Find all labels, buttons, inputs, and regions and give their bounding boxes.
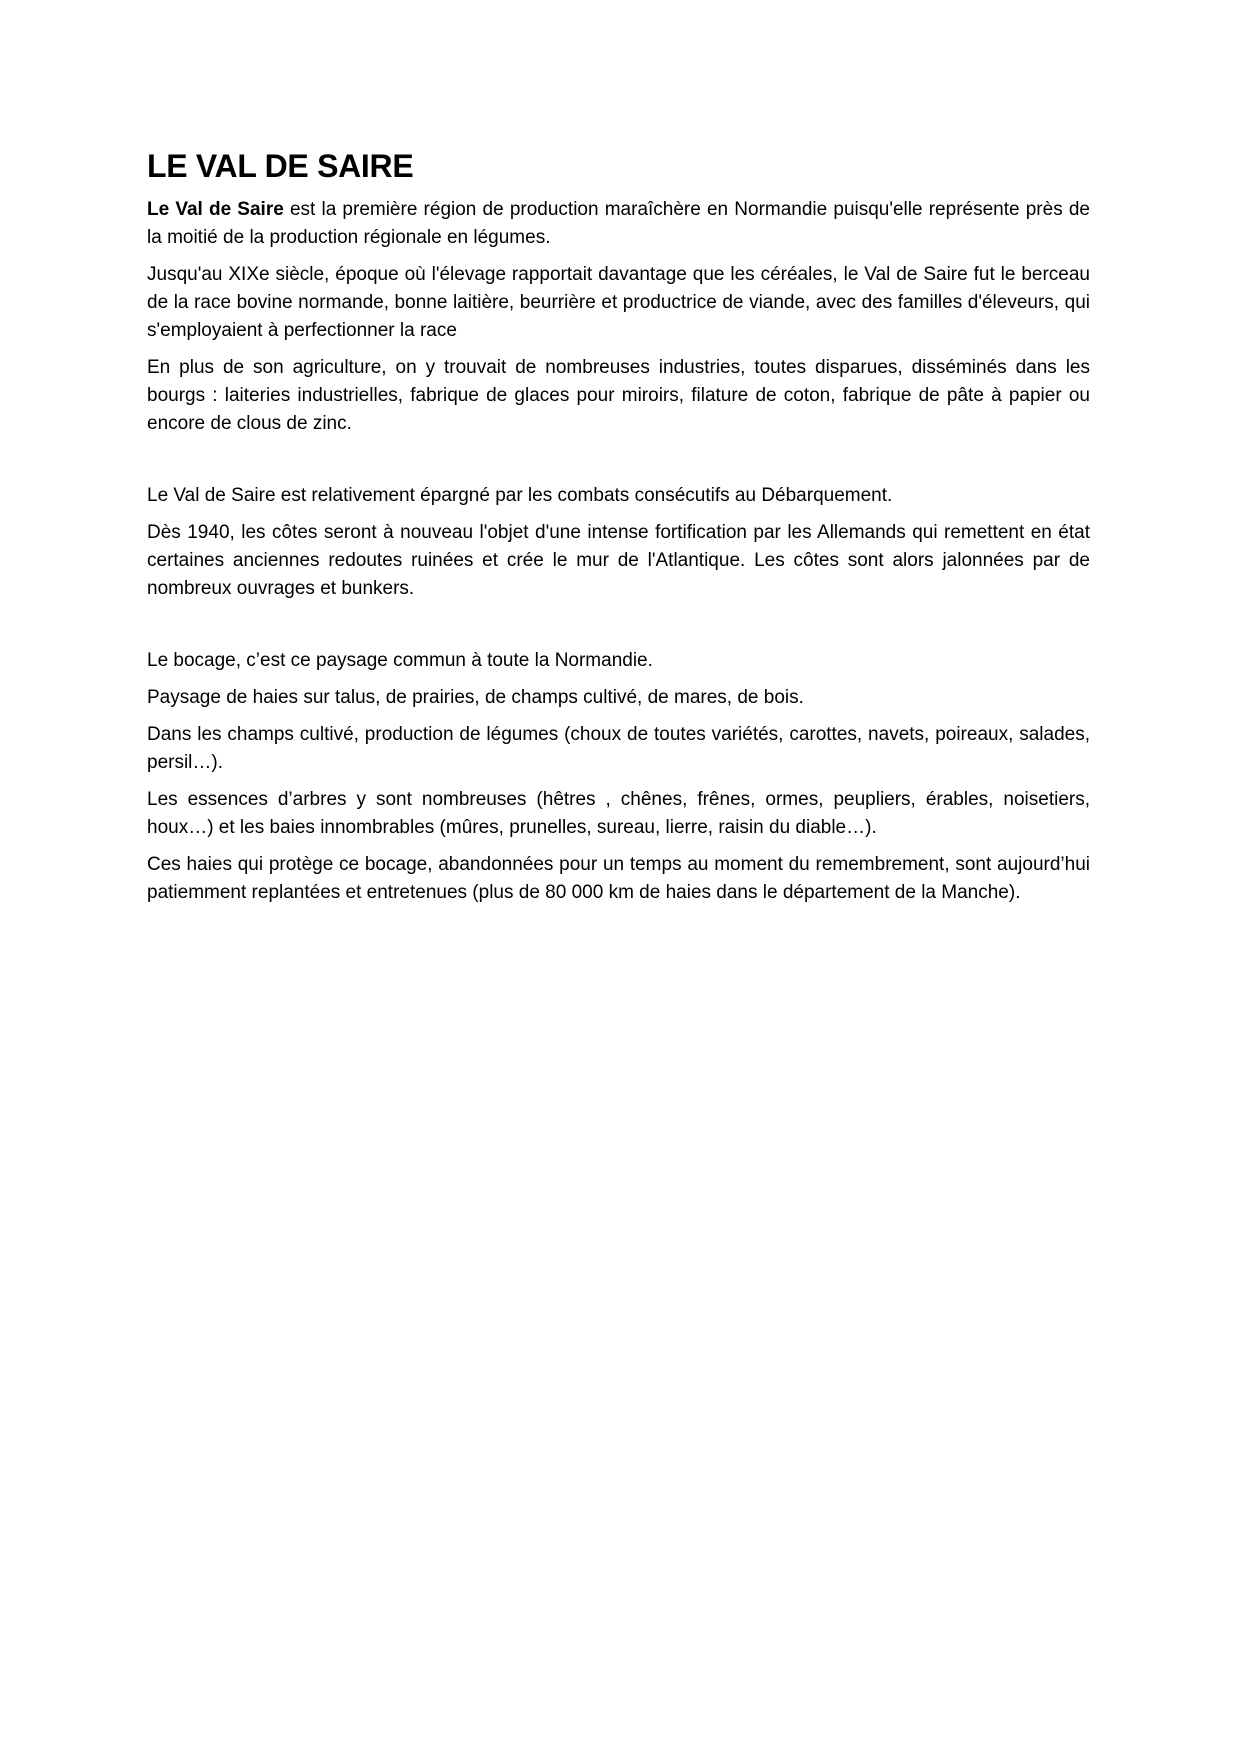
paragraph-legumes: Dans les champs cultivé, production de légumes (choux de toutes variétés, carottes, navets, poireaux, salades, persil…). <box>147 724 1090 773</box>
paragraph-production <box>147 196 1090 252</box>
paragraph-haies: Ces haies qui protège ce bocage, abandonnées pour un temps au moment du remembrement, sont aujourd’hui patiemment replantées et entretenues (plus de 80 000 km de haies dans le département de la Manche). <box>147 854 1090 903</box>
paragraph-elevage: Jusqu'au XIXe siècle, époque où l'élevage rapportait davantage que les céréales, le Val de Saire fut le berceau de la race bovine normande, bonne laitière, beurrière et productrice de viande, avec des familles d'éleveurs, qui s'employaient à perfectionner la race <box>147 264 1090 341</box>
paragraph-debarquement: Le Val de Saire est relativement épargné par les combats consécutifs au Débarquement. <box>147 485 893 506</box>
paragraph-arbres: Les essences d’arbres y sont nombreuses (hêtres , chênes, frênes, ormes, peupliers, érables, noisetiers, houx…) et les baies innombrables (mûres, prunelles, sureau, lierre, raisin du diable…). <box>147 789 1090 838</box>
paragraph-industries: En plus de son agriculture, on y trouvait de nombreuses industries, toutes disparues, disséminés dans les bourgs : laiteries industrielles, fabrique de glaces pour miroirs, filature de coton, fabrique de pâte à papier ou encore de clous de zinc. <box>147 357 1090 434</box>
paragraph-production-text: est la première région de production maraîchère en Normandie puisqu'elle représente près de la moitié de la production régionale en légumes. <box>147 199 1090 248</box>
paragraph-fortification: Dès 1940, les côtes seront à nouveau l'objet d'une intense fortification par les Allemands qui remettent en état certaines anciennes redoutes ruinées et crée le mur de l'Atlantique. Les côtes sont alors jalonnées par de nombreux ouvrages et bunkers. <box>147 522 1090 599</box>
document-page <box>147 146 1090 916</box>
paragraph-bocage: Le bocage, c’est ce paysage commun à toute la Normandie. <box>147 650 653 671</box>
document-title: LE VAL DE SAIRE <box>147 148 414 184</box>
paragraph-paysage: Paysage de haies sur talus, de prairies, de champs cultivé, de mares, de bois. <box>147 687 804 708</box>
paragraph-production-bold: Le Val de Saire <box>147 199 284 220</box>
spacer <box>147 447 1090 482</box>
spacer <box>147 612 1090 647</box>
